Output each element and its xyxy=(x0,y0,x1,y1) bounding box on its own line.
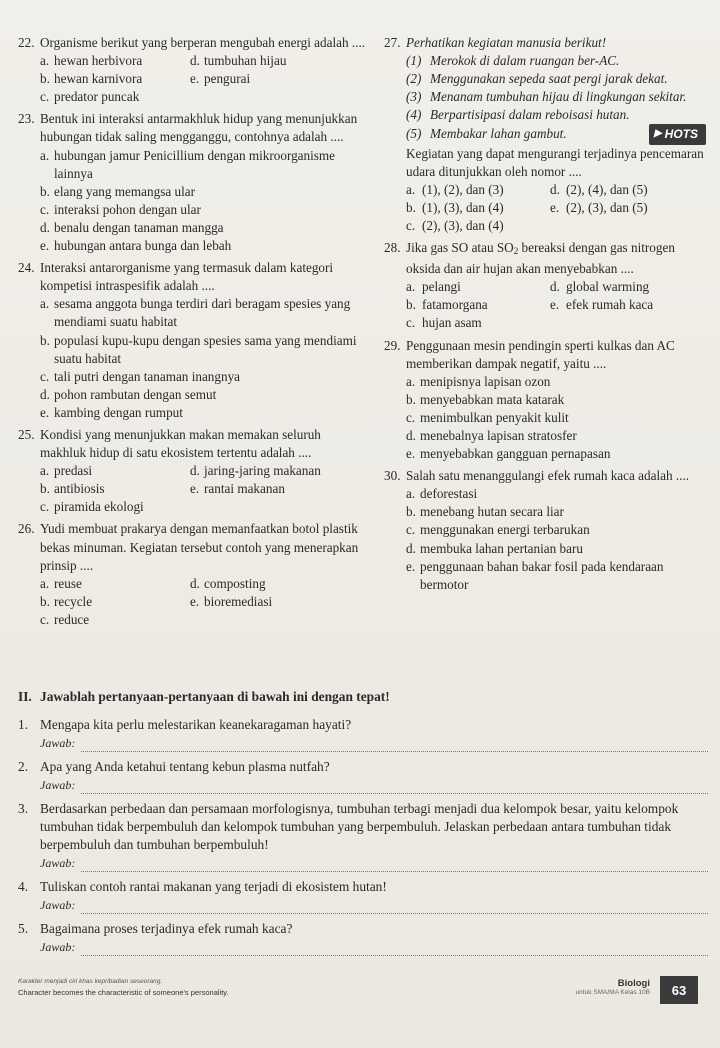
statement: (5) Membakar lahan gambut. ▶ HOTS xyxy=(384,124,706,144)
question-24 xyxy=(18,259,366,422)
question-text: Bentuk ini interaksi antarmakhluk hidup yang menunjukkan hubungan tidak saling mengganggu, contohnya adalah .... xyxy=(40,111,358,145)
answer-line[interactable] xyxy=(81,901,708,914)
option[interactable]: e. penggunaan bahan bakar fosil pada kendaraan bermotor xyxy=(406,558,664,592)
question-30 xyxy=(384,467,706,594)
question-number: 30. xyxy=(384,468,401,484)
option[interactable]: a. predasi xyxy=(40,463,93,479)
question-text: Penggunaan mesin pendingin sperti kulkas dan AC memberikan dampak negatif, yaitu .... xyxy=(406,337,675,371)
answer-label: Jawab: xyxy=(40,940,76,954)
option[interactable]: a. reuse xyxy=(40,575,82,591)
chevron-right-icon: ▶ xyxy=(653,128,662,140)
option[interactable]: b. menyebabkan mata katarak xyxy=(406,391,565,407)
option[interactable]: e. hubungan antara bunga dan lebah xyxy=(40,238,232,254)
option[interactable]: c. menimbulkan penyakit kulit xyxy=(406,409,569,425)
question-text: Salah satu menanggulangi efek rumah kaca adalah .... xyxy=(406,468,690,484)
option[interactable]: a. hewan herbivora xyxy=(40,53,143,69)
page-footer xyxy=(18,976,708,1006)
option[interactable]: b. antibiosis xyxy=(40,481,105,497)
essay-question-5: 5. Bagaimana proses terjadinya efek rumah kaca? Jawab: xyxy=(18,920,708,956)
essay-question-2: 2. Apa yang Anda ketahui tentang kebun plasma nutfah? Jawab: xyxy=(18,758,708,794)
question-number: 26. xyxy=(18,521,35,537)
essay-section xyxy=(18,688,708,962)
statement: (1) Merokok di dalam ruangan ber-AC. xyxy=(406,53,620,69)
option[interactable]: b. hewan karnivora xyxy=(40,71,143,87)
option[interactable]: c. tali putri dengan tanaman inangnya xyxy=(40,368,241,384)
question-number: 27. xyxy=(384,35,401,50)
section-title: II. Jawablah pertanyaan-pertanyaan di bawah ini dengan tepat! xyxy=(18,689,390,704)
option[interactable]: c. (2), (3), dan (4) xyxy=(406,217,504,233)
page-number: 63 xyxy=(660,976,698,1004)
question-text: Kondisi yang menunjukkan makan memakan seluruh makhluk hidup di satu ekosistem tertentu adalah .... xyxy=(40,426,321,461)
option[interactable]: d. menebalnya lapisan stratosfer xyxy=(406,427,577,443)
question-number: 28. xyxy=(384,240,401,256)
option[interactable]: b. (1), (3), dan (4) xyxy=(406,199,504,215)
option[interactable]: d. (2), (4), dan (5) xyxy=(550,181,648,197)
option[interactable]: e. efek rumah kaca xyxy=(550,297,654,313)
answer-line[interactable] xyxy=(81,859,708,872)
statement: (3) Menanam tumbuhan hijau di lingkungan sekitar. xyxy=(406,89,687,105)
question-28 xyxy=(384,239,706,332)
question-number: 25. xyxy=(18,426,35,442)
question-number: 29. xyxy=(384,337,401,353)
answer-line[interactable] xyxy=(81,739,708,752)
question-27 xyxy=(384,34,706,235)
answer-line[interactable] xyxy=(81,781,708,794)
hots-badge: ▶ HOTS xyxy=(649,124,706,144)
question-number: 24. xyxy=(18,260,35,276)
question-22 xyxy=(18,34,366,106)
answer-label: Jawab: xyxy=(40,736,76,750)
book-title xyxy=(576,978,650,996)
essay-question-1: 1. Mengapa kita perlu melestarikan keanekaragaman hayati? Jawab: xyxy=(18,716,708,752)
option[interactable]: e. menyebabkan gangguan pernapasan xyxy=(406,446,611,462)
left-column xyxy=(18,34,366,629)
answer-label: Jawab: xyxy=(40,856,76,870)
question-29 xyxy=(384,337,706,464)
question-text: Yudi membuat prakarya dengan memanfaatkan botol plastik bekas minuman. Kegiatan tersebut contoh yang menerapkan prinsip .... xyxy=(40,521,359,573)
motto-indonesian: Karakter menjadi ciri khas kepribadian seseorang. xyxy=(18,978,163,985)
level-label: untuk SMA/MA Kelas 10B xyxy=(575,989,650,996)
option[interactable]: c. hujan asam xyxy=(406,315,482,331)
question-23 xyxy=(18,110,366,255)
question-number: 22. xyxy=(18,35,35,50)
option[interactable]: a. hubungan jamur Penicillium dengan mikroorganisme lainnya xyxy=(40,147,336,181)
option[interactable]: c. predator puncak xyxy=(40,89,140,105)
option[interactable]: d. pohon rambutan dengan semut xyxy=(40,386,217,402)
option[interactable]: e. kambing dengan rumput xyxy=(40,404,183,420)
statement: (4) Berpartisipasi dalam reboisasi hutan. xyxy=(406,107,630,123)
essay-question-3: 3. Berdasarkan perbedaan dan persamaan morfologisnya, tumbuhan terbagi menjadi dua kelompok besar, yaitu kelompok tumbuhan tidak berpembuluh dan kelompok tumbuhan yang berpembuluh. Jelaskan perbedaan antara tumbuhan tidak berpembuluh dan tumbuhan berpembuluh! Jawab: xyxy=(18,800,708,872)
option[interactable]: d. benalu dengan tanaman mangga xyxy=(40,219,224,235)
option[interactable]: c. menggunakan energi terbarukan xyxy=(406,522,590,538)
option[interactable]: d. membuka lahan pertanian baru xyxy=(406,540,583,556)
option[interactable]: e. rantai makanan xyxy=(190,481,285,497)
option[interactable]: b. populasi kupu-kupu dengan spesies sama yang mendiami suatu habitat xyxy=(40,332,357,366)
question-25 xyxy=(18,426,366,516)
right-column xyxy=(384,34,706,594)
option[interactable]: d. jaring-jaring makanan xyxy=(190,463,321,479)
option[interactable]: b. menebang hutan secara liar xyxy=(406,504,564,520)
option[interactable]: e. bioremediasi xyxy=(190,593,273,609)
option[interactable]: a. deforestasi xyxy=(406,486,478,502)
statement: (2) Menggunakan sepeda saat pergi jarak dekat. xyxy=(406,71,668,87)
option[interactable]: d. tumbuhan hijau xyxy=(190,53,287,69)
question-text: Kegiatan yang dapat mengurangi terjadinya pencemaran udara ditunjukkan oleh nomor .... xyxy=(406,145,704,179)
option[interactable]: b. fatamorgana xyxy=(406,297,488,313)
option[interactable]: b. elang yang memangsa ular xyxy=(40,183,195,199)
option[interactable]: b. recycle xyxy=(40,593,93,609)
option[interactable]: e. (2), (3), dan (5) xyxy=(550,199,648,215)
option[interactable]: e. pengurai xyxy=(190,71,251,87)
option[interactable]: a. menipisnya lapisan ozon xyxy=(406,373,551,389)
motto-english: Character becomes the characteristic of someone's personality. xyxy=(18,988,229,997)
question-intro: Perhatikan kegiatan manusia berikut! xyxy=(406,35,607,50)
answer-label: Jawab: xyxy=(40,898,76,912)
option[interactable]: a. pelangi xyxy=(406,279,461,295)
option[interactable]: c. reduce xyxy=(40,611,90,627)
option[interactable]: c. piramida ekologi xyxy=(40,499,144,515)
question-26 xyxy=(18,520,366,629)
option[interactable]: d. composting xyxy=(190,575,266,591)
option[interactable]: d. global warming xyxy=(550,279,650,295)
question-text: Interaksi antarorganisme yang termasuk dalam kategori kompetisi intraspesifik adalah .... xyxy=(40,260,334,294)
question-number: 23. xyxy=(18,111,35,127)
question-text: Organisme berikut yang berperan mengubah energi adalah .... xyxy=(40,35,366,50)
option[interactable]: c. interaksi pohon dengan ular xyxy=(40,201,201,217)
option[interactable]: a. (1), (2), dan (3) xyxy=(406,181,504,197)
essay-question-4: 4. Tuliskan contoh rantai makanan yang terjadi di ekosistem hutan! Jawab: xyxy=(18,878,708,914)
option[interactable]: a. sesama anggota bunga terdiri dari beragam spesies yang mendiami suatu habitat xyxy=(40,296,351,330)
answer-line[interactable] xyxy=(81,943,708,956)
question-text: Jika gas SO atau $SO_2$ bereaksi dengan gas nitrogen oksida dan air hujan akan menyebabkan .... xyxy=(406,240,675,277)
answer-label: Jawab: xyxy=(40,778,76,792)
subject-label: Biologi xyxy=(617,978,650,989)
